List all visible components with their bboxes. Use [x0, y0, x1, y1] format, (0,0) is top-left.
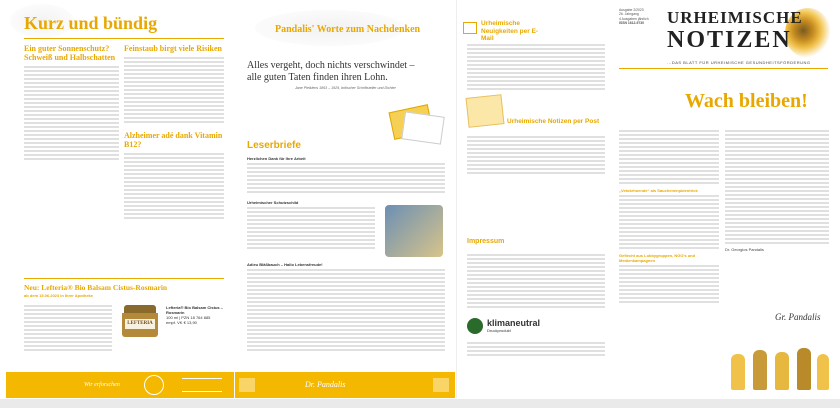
news-heading: Urheimische Neuigkeiten per E-Mail — [481, 20, 539, 42]
article-heading: Ein guter Sonnenschutz? Schweiß und Halbschatten — [24, 44, 116, 62]
subheading: Geflecht aus Lobbygruppen, NGO's und Medienkampagnen — [619, 253, 696, 263]
klima-sub: Druckprodukt — [487, 328, 511, 333]
footer-text: Wir erforschen — [84, 382, 120, 388]
page-2 — [235, 0, 455, 398]
page-3 — [456, 0, 614, 398]
product-size: 100 ml | PZN 18 764 885 — [166, 315, 211, 320]
brand-badge-icon — [182, 378, 222, 392]
footer-brand: Dr. Pandalis — [305, 380, 346, 389]
issue-year: 26. Jahrgang — [619, 12, 639, 17]
impressum-text — [467, 252, 605, 310]
issue-number: Ausgabe 2/2023 — [619, 8, 644, 12]
jar-label: LEFTERIA — [125, 319, 155, 329]
letter-title: Herzlichen Dank für Ihre Arbeit — [247, 156, 306, 161]
lead-column-1 — [619, 128, 719, 305]
page-footer — [235, 372, 455, 398]
plant-icon — [239, 378, 255, 392]
column-feinstaub — [124, 44, 224, 221]
page-title: Kurz und bündig — [24, 13, 158, 33]
newsletter-thumbnail — [466, 94, 505, 128]
page-4 — [615, 0, 834, 398]
article-body — [24, 66, 119, 160]
post-text — [467, 134, 605, 176]
quote-line-1: Alles vergeht, doch nichts verschwindet – — [247, 60, 415, 71]
letters-heading: Leserbriefe — [247, 140, 301, 151]
klima-title: klimaneutral — [487, 318, 541, 328]
news-text — [467, 42, 605, 92]
divider — [24, 278, 224, 279]
letter-1 — [247, 156, 445, 195]
column-sun — [24, 44, 119, 162]
people-illustration — [725, 340, 831, 394]
issue-info — [619, 8, 659, 26]
product-heading: Neu: Lefteria® Bio Balsam Cistus-Rosmarin — [24, 283, 168, 292]
issue-frequency: 4 Ausgaben jährlich — [619, 16, 649, 21]
headline: Wach bleiben! — [685, 90, 808, 112]
print-slug — [0, 399, 840, 408]
section-title: Pandalis' Worte zum Nachdenken — [275, 24, 421, 35]
letter-3 — [247, 262, 445, 353]
post-heading: Urheimische Notizen per Post — [507, 118, 600, 125]
letter-2 — [247, 200, 375, 251]
product-caption: Lefteria® Bio Balsam Cistus – Rosmarin — [166, 305, 223, 315]
quote-line-2: alle guten Taten finden ihren Lohn. — [247, 72, 388, 83]
leaf-icon — [467, 318, 483, 334]
article-body — [124, 153, 224, 219]
subheading: „Vetokrhoende“ als Sauchenenpidentrick — [619, 188, 698, 193]
plant-icon — [433, 378, 449, 392]
photo-image — [385, 205, 443, 257]
impressum-heading: Impressum — [467, 238, 505, 245]
signature-name: Dr. Georgios Pandalis — [725, 247, 764, 252]
product-info — [166, 305, 224, 325]
product-section — [24, 283, 224, 298]
tagline: ...DAS BLATT FÜR URHEIMISCHE GESUNDHEITSFÖRDERUNG — [667, 60, 811, 65]
klima-text — [467, 340, 605, 358]
issn: ISSN 1612-9730 — [619, 21, 645, 26]
masthead-line-2: NOTIZEN — [667, 27, 792, 53]
quote-author: Jane Pleiklens 1863 – 1929, britischer Schriftsteller und Dichter — [295, 86, 396, 90]
seal-icon — [144, 375, 164, 395]
divider — [619, 68, 828, 69]
letter-title: Urheimischer Schutzschild — [247, 200, 299, 205]
masthead-line-1: URHEIMISCHE — [667, 8, 803, 27]
balsam-jar-image — [120, 305, 160, 339]
article-heading: Feinstaub birgt viele Risiken — [124, 44, 223, 53]
letter-title: Adieu Bläßbauch – Hallo Lebensfreude! — [247, 262, 323, 267]
product-text — [24, 303, 112, 353]
lead-column-2 — [725, 128, 829, 252]
klimaneutral-badge — [467, 318, 605, 334]
article-body — [124, 57, 224, 123]
product-price: empf. VK € 13,90 — [166, 320, 197, 325]
page-footer — [6, 372, 234, 398]
letters-illustration — [385, 100, 447, 148]
article-heading: Alzheimer adé dank Vitamin B12? — [124, 131, 223, 149]
signature-image: Gr. Pandalis — [775, 312, 821, 322]
divider — [24, 38, 224, 39]
page-1 — [6, 0, 234, 398]
product-subtitle: ab dem 15.06.2023 in Ihrer Apotheke — [24, 293, 93, 298]
